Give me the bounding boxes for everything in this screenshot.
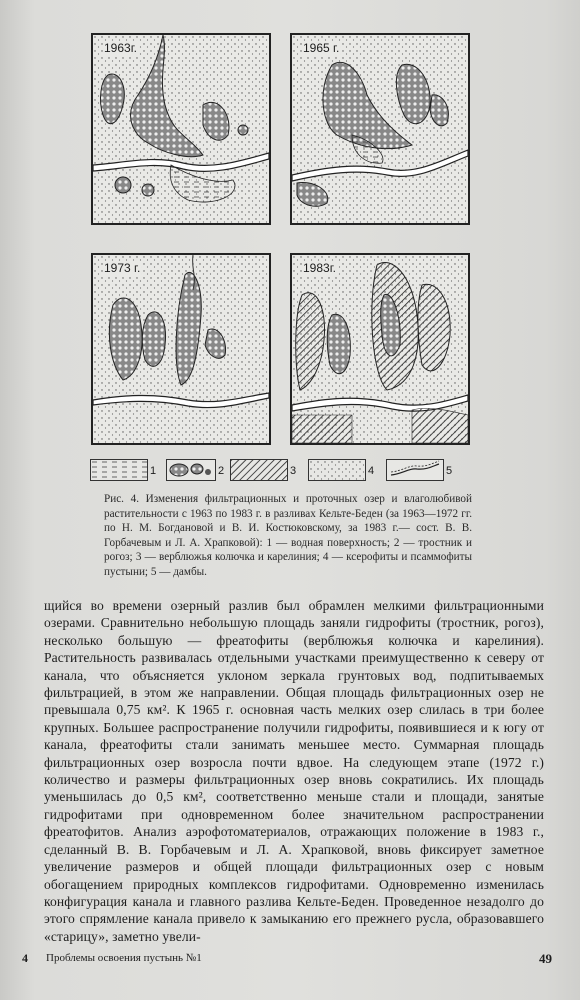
legend-number: 1 — [150, 465, 157, 477]
map-panel-1983 — [290, 253, 470, 445]
legend-number: 3 — [290, 465, 297, 477]
figure-legend — [90, 459, 470, 483]
water-swatch — [90, 459, 148, 481]
map-panel-1963 — [91, 33, 271, 225]
page-number: 49 — [539, 951, 552, 966]
reed-swatch — [166, 459, 216, 481]
map-drawing-1983 — [292, 255, 468, 443]
dam-swatch — [386, 459, 444, 481]
journal-title: Проблемы освоения пустынь №1 — [46, 952, 202, 964]
signature-mark: 4 — [22, 951, 28, 965]
body-text — [44, 597, 544, 945]
map-drawing-1973 — [93, 255, 269, 443]
legend-number: 2 — [218, 465, 225, 477]
panel-year-label: 1965 г. — [303, 41, 340, 55]
hatch-swatch — [230, 459, 288, 481]
panel-year-label: 1973 г. — [104, 261, 141, 275]
legend-number: 5 — [446, 465, 453, 477]
paragraph: щийся во времени озерный разлив был обрамлен мелкими фильтрационными озерами. Сравнительно небольшую площадь заняли гидрофиты (тростник, рогоз), несколько большую — фреатофиты (верблюжья колючка и карелиния). Растительность развивалась отдельными участками преимущественно к северу от канала, что объясняется уклоном зеркала грунтовых вод, подпитываемых фильтрацией, в этом же направлении. Общая площадь фильтрационных озер не превышала 0,75 км². К 1965 г. основная часть мелких озер слилась в три более крупных. Большее распространение получили гидрофиты, появившиеся и к югу от канала, фреатофиты стали занимать меньшее место. Суммарная площадь фильтрационных озер возросла почти вдвое. На следующем этапе (1972 г.) количество и размеры фильтрационных озер вновь сократились. Их площадь уменьшилась до 0,5 км², соответственно меньше стали и площади, занятые гидрофитами при одновременном более значительном распространении фреатофитов. Анализ аэрофотоматериалов, отражающих положение в 1983 г., сделанный В. В. Горбачевым и Л. А. Храпковой, вновь фиксирует заметное увеличение размеров и общей площади фильтрационных озер с новым обогащением природных комплексов гидрофитами. Одновременно изменилась конфигурация канала и главного разлива Кельте-Беден. Проведенное незадолго до этого спрямление канала привело к замыканию его прежнего русла, образовавшего «старицу», заметно увели- — [44, 598, 544, 944]
panel-year-label: 1983г. — [303, 261, 336, 275]
page-footer — [22, 951, 552, 971]
figure-caption: Рис. 4. Изменения фильтрационных и проточных озер и влаголюбивой растительности с 1963 по 1983 г. в разливах Кельте-Беден (за 1963—1972 гг. по Н. М. Богдановой и В. И. Костюковскому, за 1983 г.— сост. В. В. Горбачевым и Л. А. Храпковой): 1 — водная поверхность; 2 — тростник и рогоз; 3 — верблюжья колючка и карелиния; 4 — ксерофиты и псаммофиты пустыни; 5 — дамбы. — [104, 493, 472, 578]
panel-year-label: 1963г. — [104, 41, 137, 55]
map-panel-1973 — [91, 253, 271, 445]
map-drawing-1965 — [292, 35, 468, 223]
legend-number: 4 — [368, 465, 375, 477]
dots-swatch — [308, 459, 366, 481]
map-panel-1965 — [290, 33, 470, 225]
map-drawing-1963 — [93, 35, 269, 223]
